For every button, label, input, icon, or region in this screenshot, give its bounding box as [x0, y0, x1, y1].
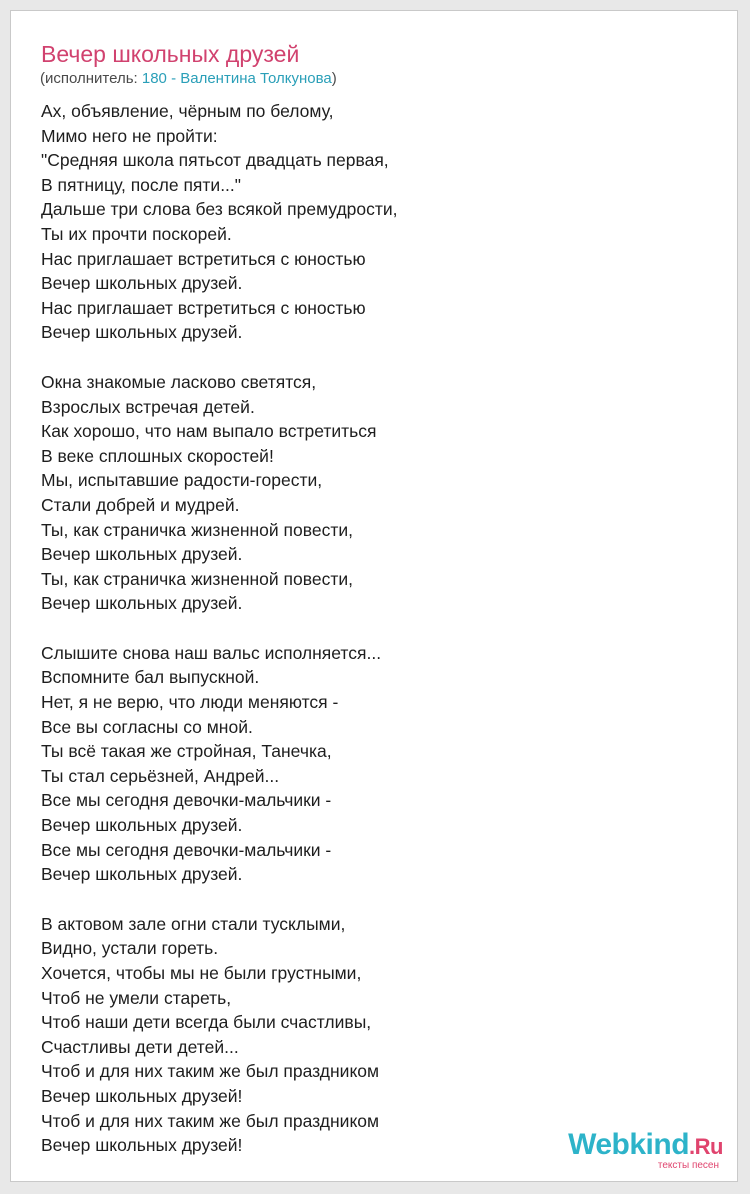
lyric-line: Ах, объявление, чёрным по белому,	[41, 101, 334, 121]
logo-tld: .Ru	[689, 1134, 723, 1159]
lyric-line: Взрослых встречая детей.	[41, 396, 255, 417]
lyrics-stanza	[41, 370, 721, 616]
logo-tagline: тексты песен	[657, 1160, 719, 1171]
lyric-line: Чтоб и для них таким же был праздником	[41, 1110, 380, 1131]
lyric-line: Нас приглашает встретиться с юностью	[41, 297, 366, 318]
lyric-line: Дальше три слова без всякой премудрости,	[41, 199, 398, 220]
lyric-line: В актовом зале огни стали тусклыми,	[41, 913, 346, 934]
lyric-line: Как хорошо, что нам выпало встретиться	[41, 421, 377, 442]
site-logo[interactable]	[568, 1130, 723, 1171]
lyric-line: Мы, испытавшие радости-горести,	[41, 470, 323, 491]
artist-link[interactable]: 180 - Валентина Толкунова	[141, 70, 332, 87]
lyric-line: Видно, устали гореть.	[41, 938, 219, 959]
lyric-line: Ты их прочти поскорей.	[41, 223, 232, 244]
lyric-line: Чтоб наши дети всегда были счастливы,	[41, 1012, 372, 1033]
lyric-line: Ты стал серьёзней, Андрей...	[41, 765, 280, 786]
lyrics-stanza	[41, 912, 721, 1158]
lyrics-stanza	[41, 641, 721, 887]
lyric-line: Ты, как страничка жизненной повести,	[41, 519, 353, 540]
lyric-line: Вечер школьных друзей.	[41, 544, 243, 565]
lyric-line: Чтоб и для них таким же был праздником	[41, 1061, 380, 1082]
lyric-line: Вечер школьных друзей!	[41, 1085, 243, 1106]
lyric-line: В пятницу, после пяти..."	[41, 174, 241, 195]
lyric-line: Все мы сегодня девочки-мальчики -	[41, 839, 332, 860]
lyric-line: Вечер школьных друзей.	[41, 593, 243, 614]
lyric-line: Окна знакомые ласково светятся,	[41, 371, 317, 392]
lyric-line: Все мы сегодня девочки-мальчики -	[41, 790, 332, 811]
lyric-line: Ты всё такая же стройная, Танечка,	[41, 741, 332, 762]
logo-word: Webkind	[568, 1128, 690, 1161]
lyric-line: Вечер школьных друзей.	[41, 815, 243, 836]
artist-prefix: (исполнитель:	[40, 70, 142, 87]
lyrics-body	[41, 99, 721, 1183]
artist-suffix: )	[331, 70, 337, 87]
lyrics-stanza	[41, 99, 721, 345]
lyric-line: Вечер школьных друзей.	[41, 273, 243, 294]
lyric-line: Мимо него не пройти:	[41, 125, 218, 146]
lyric-line: Все вы согласны со мной.	[41, 716, 253, 737]
lyric-line: Хочется, чтобы мы не были грустными,	[41, 963, 362, 983]
lyric-line: Нас приглашает встретиться с юностью	[41, 248, 366, 269]
lyric-line: Счастливы дети детей...	[41, 1036, 239, 1057]
lyric-line: В веке сплошных скоростей!	[41, 445, 274, 466]
lyric-line: Вечер школьных друзей.	[41, 322, 243, 343]
lyric-line: "Средняя школа пятьсот двадцать первая,	[41, 150, 389, 171]
page-frame	[10, 10, 738, 1182]
lyric-line: Стали добрей и мудрей.	[41, 494, 240, 515]
logo-wordmark	[568, 1130, 723, 1162]
lyric-line: Слышите снова наш вальс исполняется...	[41, 642, 382, 663]
lyric-line: Вечер школьных друзей!	[41, 1135, 243, 1156]
lyric-line: Ты, как страничка жизненной повести,	[41, 568, 353, 589]
lyric-line: Вспомните бал выпускной.	[41, 667, 260, 688]
lyric-line: Чтоб не умели стареть,	[41, 987, 232, 1008]
lyric-line: Вечер школьных друзей.	[41, 864, 243, 885]
lyric-line: Нет, я не верю, что люди меняются -	[41, 692, 339, 713]
song-title: Вечер школьных друзей	[41, 41, 300, 67]
artist-line	[40, 69, 337, 89]
